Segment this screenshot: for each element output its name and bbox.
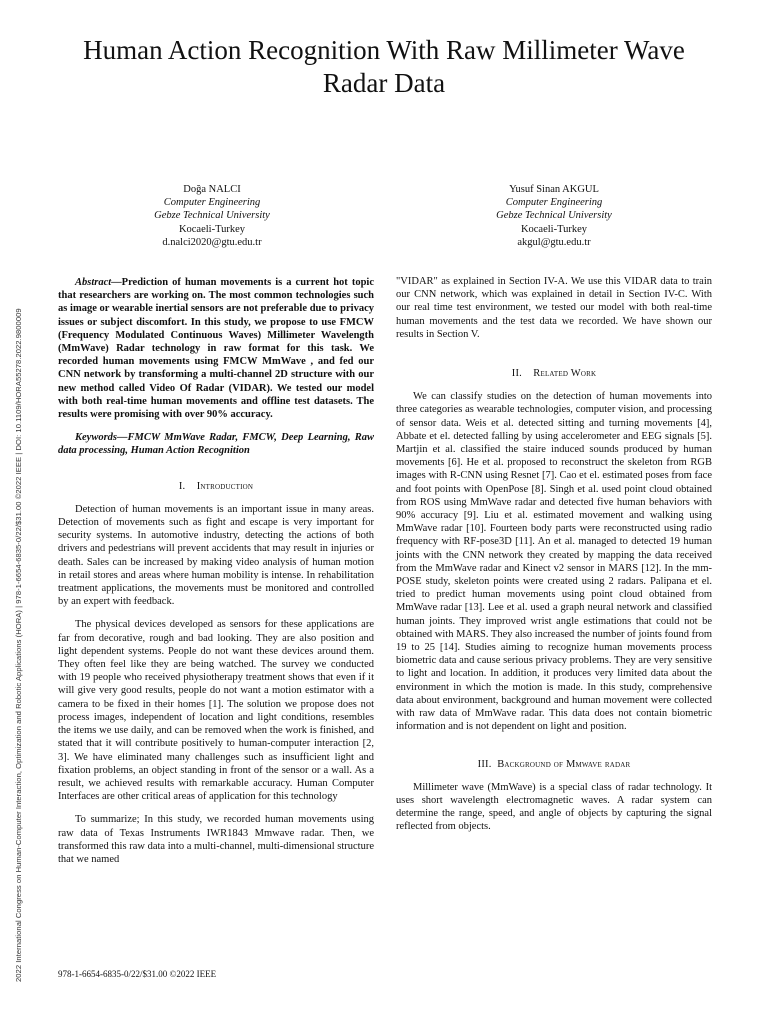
author-block-1 <box>82 183 342 249</box>
author-city: Kocaeli-Turkey <box>178 223 246 235</box>
author-university: Gebze Technical University <box>496 210 612 222</box>
abstract <box>58 276 374 421</box>
author-name: Yusuf Sinan AKGUL <box>509 184 599 195</box>
author-email: akgul@gtu.edu.tr <box>517 236 591 248</box>
section-heading-related-work: II. Related Work <box>511 368 597 380</box>
related-work-paragraph: We can classify studies on the detection of human movements into three categories as wearable technologies, computer vision, and processing of sensor data. Weis et al. detected sitting and turning movements [4], Abbate et el. detected falling by using accelerometer and EEG signals [5]. Martjin et al. classified the staire induced sounds produced by human movements [6]. He et al. proposed to reconstruct the skeleton from RGB images with R-CNN using Resnet [7]. Cao et el. estimated poses from face and foot points with OpenPose [8]. Singh et al. used point cloud obtained from ROS using MmWave radar and detected five human behaviors with 90% accuracy [9]. Liu et al. estimated movement and walking using MmWave radar [10]. Fourteen body parts were reconstructed using radio frequency with RF-pose3D [11]. An et al. managed to detected 19 human joints with the CNN network they created by mapping the data received from the MmWave radar and Kinect v2 sensor in MARS [12]. In the mm-POSE study, skeleton points were created using 2 radars. Palipana et el. tried to predict human movements using point cloud obtained from MmWave radar [13]. Lee et al. used a graph neural network and classified human joints. They improved wrist angle estimations that could not be obtained with MARS. They also increased the number of joints found from 19 to 25 [14]. Studies aiming to recognize human movements process biometric data and cause serious privacy problems. They are very sensitive to light and location. In addition, it produces very limited data about the environment in which the motion is made. In this study, comprehensive data about environment, background and human movement were collected with raw data of MmWave radar. This data does not contain biometric information and is not dependent on light and position. <box>396 391 712 733</box>
paper-title: Human Action Recognition With Raw Millimeter Wave Radar Data <box>83 35 685 98</box>
intro-continuation: "VIDAR" as explained in Section IV-A. We use this VIDAR data to train our CNN network, which was explained in detail in Section IV-C. With our real time test environment, we tested our model with both real-time human movements and the test data we recorded. We have shown our results in Section V. <box>396 276 712 340</box>
author-university: Gebze Technical University <box>154 210 270 222</box>
right-column <box>396 275 712 844</box>
left-column <box>58 276 374 876</box>
author-city: Kocaeli-Turkey <box>520 223 588 235</box>
doi-sidebar: 2022 International Congress on Human-Computer Interaction, Optimization and Robotic Applications (HORA) | 978-1-6654-6835-0/22/$31.00 ©2022 IEEE | DOI: 10.1109/HORA55278.2022.9800009 <box>14 308 23 982</box>
author-department: Computer Engineering <box>163 197 261 209</box>
intro-paragraph: To summarize; In this study, we recorded human movements using raw data of Texas Instruments IWR1843 Mmwave radar. Then, we transformed this raw data into a multi-channel, multi-dimensional structure that we named <box>58 814 374 865</box>
author-name: Doğa NALCI <box>183 184 241 195</box>
abstract-lead: Abstract <box>75 277 112 288</box>
section-heading-introduction: I. Introduction <box>178 480 254 492</box>
abstract-text: —Prediction of human movements is a current hot topic that researchers are working on. The most common technologies such as image or wearable inertial sensors are not preferable due to privacy issues or subject discomfort. In this study, we propose to use FMCW (Frequency Modulated Continuous Waves) Millimeter Wavelength (MmWave) Radar technology in raw format for this task. We recorded human movements using FMCW MmWave , and fed our CNN network by transforming a multi-channel 2D structure with our new method called Video Of Radar (VIDAR). We tested our model with both real-time human movements and offline test datasets. The results were promising with over 90% accuracy. <box>58 277 374 421</box>
keywords: Keywords—FMCW MmWave Radar, FMCW, Deep Learning, Raw data processing, Human Action Recognition <box>58 432 374 457</box>
intro-paragraph: Detection of human movements is an important issue in many areas. Detection of movements such as fight and escape is very important for security systems. In automotive industry, detecting the actions of both drivers and pedestrians will prevent accidents that may result in injuries or death. Sales can be increased by making video analysis of human motion in retail stores and areas where human mobility is intense. In rehabilitation treatment applications, the movements must be monitored and controlled by an expert with feedback. <box>58 503 374 608</box>
author-block-2 <box>424 183 684 249</box>
background-paragraph: Millimeter wave (MmWave) is a special class of radar technology. It uses short wavelength electromagnetic waves. A radar system can determine the range, speed, and angle of objects by capturing the signal reflected from objects. <box>396 781 712 833</box>
author-department: Computer Engineering <box>505 197 603 209</box>
copyright-footer: 978-1-6654-6835-0/22/$31.00 ©2022 IEEE <box>58 969 217 979</box>
author-email: d.nalci2020@gtu.edu.tr <box>162 236 262 248</box>
intro-paragraph: The physical devices developed as sensors for these applications are far from decorative, rough and bad looking. They are also position and light dependent systems. People do not want these devices around them. They often feel like they are being watched. The survey we conducted with 19 people who received physiotherapy treatment shows that even if it will give very good results, people do not want a motion estimator with a camera to be fixed in their homes [1]. The solution we propose does not process images, independent of location and light conditions, resembles the items we use daily, and can be removed when the work is finished, and stated that it will contribute positively to human-computer interaction [2, 3]. We have eliminated many challenges such as insufficient light and fixation problems, an object standing in front of the sensor or a wall. As a result, we achieved results with remarkable accuracy. Human Computer Interfaces are other critical areas of application for this technology <box>58 619 374 803</box>
section-heading-background: III. Background of Mmwave radar <box>477 758 631 770</box>
